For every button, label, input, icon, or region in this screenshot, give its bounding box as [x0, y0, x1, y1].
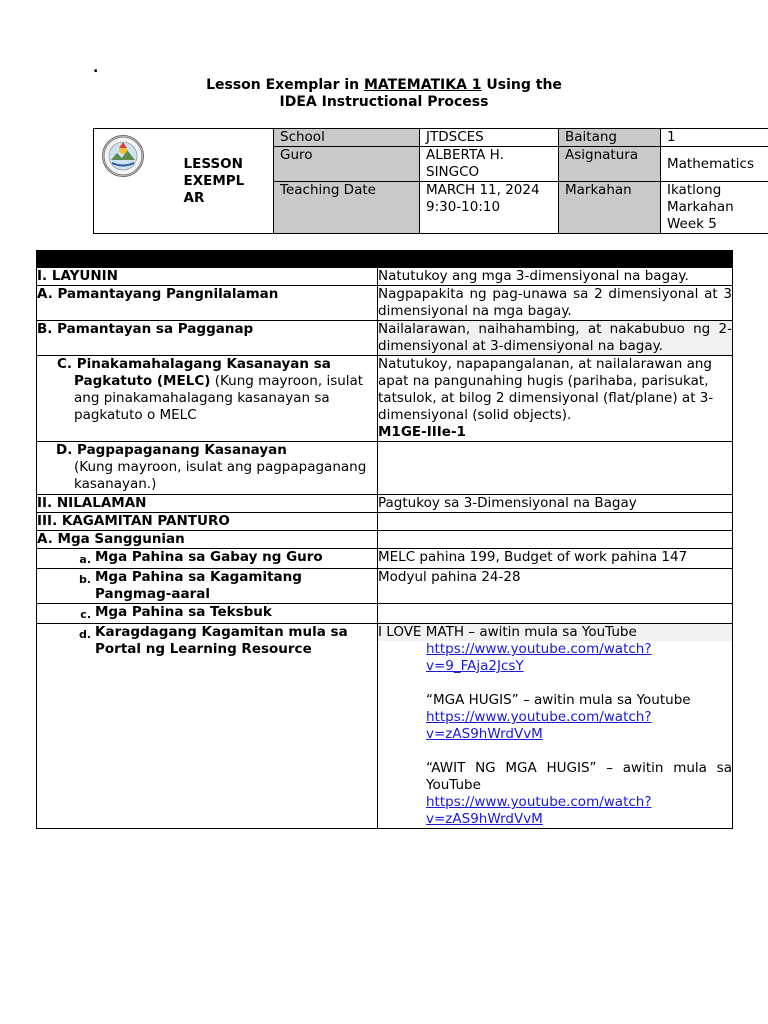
- resource-3-link[interactable]: [378, 794, 732, 828]
- pagpapaganang-label-cell: [37, 442, 378, 495]
- school-label: School: [274, 129, 420, 147]
- table-row-pamantayang-pangnilalaman: [37, 286, 733, 321]
- title-subject: MATEMATIKA 1: [363, 77, 482, 93]
- kagamitang-label: Mga Pahina sa Kagamitang Pangmag-aaral: [95, 569, 302, 602]
- table-row-pamantayan-pagganap: [37, 321, 733, 356]
- lesson-plan-table: [36, 250, 733, 829]
- pagpapaganang-label: D. Pagpapaganang Kasanayan: [56, 442, 287, 458]
- resource-2-link[interactable]: [378, 709, 732, 743]
- melc-value: Natutukoy, napapangalanan, at nailalarawan ang apat na pangunahing hugis (parihaba, parisukat, tatsulok, at bilog 2 dimensiyonal (flat/plane) at 3-dimensiyonal (solid objects).: [378, 356, 714, 423]
- melc-code: M1GE-IIIe-1: [378, 424, 466, 440]
- kagamitang-mark: b.: [78, 573, 91, 586]
- teaching-date-value: [420, 182, 559, 234]
- table-row-teksbuk: [37, 604, 733, 624]
- resource-3-title: “AWIT NG MGA HUGIS” – awitin mula sa YouTube: [426, 760, 732, 793]
- pagpapaganang-note: (Kung mayroon, isulat ang pagpapaganang kasanayan.): [74, 459, 367, 492]
- karagdagang-label-cell: [37, 624, 378, 829]
- teaching-date: MARCH 11, 2024: [426, 182, 540, 198]
- table-row-melc: [37, 356, 733, 442]
- gabay-mark: a.: [79, 553, 91, 566]
- table-row-layunin: [37, 268, 733, 286]
- markahan-label: Markahan: [559, 182, 661, 234]
- resource-2-title: “MGA HUGIS” – awitin mula sa Youtube: [426, 692, 691, 708]
- table-row-sanggunian: [37, 531, 733, 549]
- lesson-header-table: [93, 128, 768, 234]
- gabay-label: Mga Pahina sa Gabay ng Guro: [95, 549, 323, 565]
- nilalaman-value: Pagtukoy sa 3-Dimensiyonal na Bagay: [378, 495, 733, 513]
- table-row-kagamitang: [37, 569, 733, 604]
- karagdagang-value-cell: [378, 624, 733, 829]
- sanggunian-value: [378, 531, 733, 549]
- title-prefix: Lesson Exemplar in: [206, 77, 364, 93]
- resource-2-link-line2[interactable]: v=zAS9hWrdVvM: [426, 726, 543, 742]
- teaching-time: 9:30-10:10: [426, 199, 501, 215]
- teksbuk-label: Mga Pahina sa Teksbuk: [95, 604, 272, 620]
- kagamitan-value: [378, 513, 733, 531]
- melc-value-cell: [378, 356, 733, 442]
- melc-label-cell: [37, 356, 378, 442]
- pagpapaganang-value: [378, 442, 733, 495]
- gabay-label-cell: [37, 549, 378, 569]
- guro-value: ALBERTA H. SINGCO: [420, 147, 559, 182]
- teksbuk-value: [378, 604, 733, 624]
- resource-2-link-line1[interactable]: https://www.youtube.com/watch?: [426, 709, 652, 725]
- pamantayan-pagganap-value: [378, 321, 733, 356]
- melc-label-note: (Kung mayroon, isulat ang pinakamahalagang kasanayan sa pagkatuto o MELC: [74, 373, 364, 423]
- melc-label: [37, 356, 377, 424]
- resource-3-link-line1[interactable]: https://www.youtube.com/watch?: [426, 794, 652, 810]
- resource-1-link[interactable]: [378, 641, 732, 675]
- school-value: JTDSCES: [420, 129, 559, 147]
- table-row-kagamitan: [37, 513, 733, 531]
- kagamitang-label-cell: [37, 569, 378, 604]
- pamantayan-pagganap-label: B. Pamantayan sa Pagganap: [37, 321, 378, 356]
- guro-label: Guro: [274, 147, 420, 182]
- layunin-label: I. LAYUNIN: [37, 268, 378, 286]
- teksbuk-label-cell: [37, 604, 378, 624]
- asignatura-label: Asignatura: [559, 147, 661, 182]
- baitang-label: Baitang: [559, 129, 661, 147]
- bullet-dot: .: [93, 60, 99, 76]
- pamantayan-pagganap-text: Nailalarawan, naihahambing, at nakabubuo ng 2-dimensiyonal at 3-dimensiyonal na bagay.: [378, 321, 732, 354]
- table-row-gabay: [37, 549, 733, 569]
- resource-1-title: I LOVE MATH – awitin mula sa YouTube: [378, 624, 732, 641]
- teaching-date-label: Teaching Date: [274, 182, 420, 234]
- kagamitan-label: III. KAGAMITAN PANTURO: [37, 513, 378, 531]
- karagdagang-mark: d.: [78, 628, 91, 641]
- melc-label-bold: C. Pinakamahalagang Kasanayan sa Pagkatuto (MELC): [57, 356, 331, 389]
- resource-1-link-line2[interactable]: v=9_FAja2JcsY: [426, 658, 524, 674]
- school-seal-icon: [102, 135, 144, 177]
- school-logo-cell: [94, 129, 182, 234]
- title-suffix: Using the: [481, 77, 562, 93]
- table-row-nilalaman: [37, 495, 733, 513]
- sanggunian-label: A. Mga Sanggunian: [37, 531, 378, 549]
- teksbuk-mark: c.: [80, 608, 91, 621]
- document-title-line-2: IDEA Instructional Process: [279, 94, 489, 110]
- baitang-value: 1: [661, 129, 768, 147]
- table-row-pagpapaganang: [37, 442, 733, 495]
- nilalaman-label: II. NILALAMAN: [37, 495, 378, 513]
- asignatura-value: Mathematics: [661, 147, 768, 182]
- gabay-value: MELC pahina 199, Budget of work pahina 147: [378, 549, 733, 569]
- karagdagang-label: Karagdagang Kagamitan mula sa Portal ng Learning Resource: [95, 624, 348, 657]
- pamantayang-pangnilalaman-value: Nagpapakita ng pag-unawa sa 2 dimensiyonal at 3 dimensiyonal na mga bagay.: [378, 286, 732, 319]
- table-header-bar: [37, 251, 733, 268]
- markahan-value: Ikatlong Markahan Week 5: [661, 182, 768, 234]
- resource-3-link-line2[interactable]: v=zAS9hWrdVvM: [426, 811, 543, 827]
- resource-1-link-line1[interactable]: https://www.youtube.com/watch?: [426, 641, 652, 657]
- table-row-karagdagang: [37, 624, 733, 829]
- kagamitang-value: Modyul pahina 24-28: [378, 569, 733, 604]
- layunin-value: Natutukoy ang mga 3-dimensiyonal na bagay.: [378, 268, 733, 286]
- pamantayang-pangnilalaman-label: A. Pamantayang Pangnilalaman: [37, 286, 378, 321]
- document-title-line-1: [0, 77, 768, 94]
- lesson-exemplar-label: LESSON EXEMPL AR: [182, 129, 274, 234]
